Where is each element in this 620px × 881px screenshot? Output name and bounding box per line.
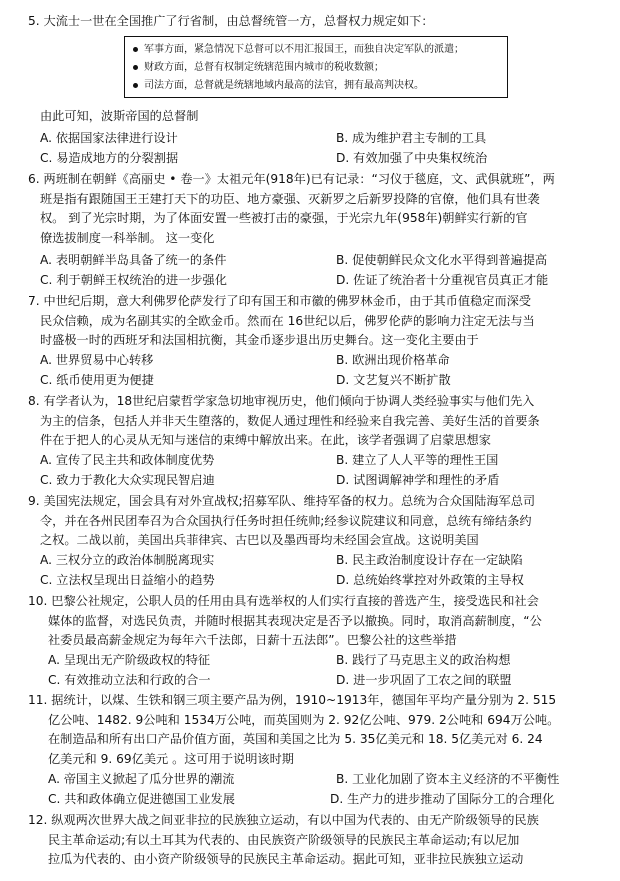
q5-option-a[interactable]: A. 依据国家法律进行设计 [40, 131, 178, 145]
q9-option-b[interactable]: B. 民主政治制度设计存在一定缺陷 [336, 553, 523, 567]
question-8-stem: 8. 有学者认为，18世纪启蒙哲学家急切地审视历史，他们倾向于协调人类经验事实与他们先入 为主的信条，包括人并非天生堕落的，数促人通过理性和经验来自我完善、美好生活的首要条 件在于把人的心灵从无知与迷信的束缚中解放出来。在此，该学者强调了启蒙思想家 [28, 394, 540, 447]
q10-option-c[interactable]: C. 有效推动立法和行政的合一 [48, 673, 211, 687]
q6-option-c[interactable]: C. 利于朝鲜王权统治的进一步强化 [40, 273, 227, 287]
question-9-stem: 9. 美国宪法规定，国会具有对外宣战权;招募军队、维持军备的权力。总统为合众国陆海军总司 令，并在各州民团奉召为合众国执行任务时担任统帅;经参议院建议和同意，总统有缔结条约 之权。二战以前，美国出兵菲律宾、古巴以及墨西哥均未经国会宣战。这说明美国 [28, 494, 536, 547]
q8-option-a[interactable]: A. 宣传了民主共和政体制度优势 [40, 453, 215, 467]
q9-option-c[interactable]: C. 立法权呈现出日益缩小的趋势 [40, 573, 215, 587]
q11-option-c[interactable]: C. 共和政体确立促进德国工业发展 [48, 792, 235, 806]
q7-option-b[interactable]: B. 欧洲出现价格革命 [336, 353, 450, 367]
q10-option-a[interactable]: A. 呈现出无产阶级政权的特征 [48, 653, 211, 667]
quote-item: 军事方面，紧急情况下总督可以不用汇报国王，而独自决定军队的派遣； [133, 41, 499, 59]
q7-option-a[interactable]: A. 世界贸易中心转移 [40, 353, 154, 367]
question-10-stem: 10. 巴黎公社规定，公职人员的任用由具有选举权的人们实行直接的普选产生，接受选民和社会 媒体的监督，对选民负责，并随时根据其表现决定是否予以撤换。同时，取消高薪制度，“公 社委员最高薪金规定为每年六千法郎，日薪十五法郎”。巴黎公社的这些举措 [28, 594, 542, 647]
q8-option-b[interactable]: B. 建立了人人平等的理性王国 [336, 453, 499, 467]
q8-option-d[interactable]: D. 试图调解神学和理性的矛盾 [336, 473, 500, 487]
question-11-stem: 11. 据统计，以煤、生铁和钢三项主要产品为例，1910~1913年，德国年平均产量分别为 2. 515 亿公吨、1482. 9公吨和 1534万公吨，而英国则为 2. 92亿公吨、979. 2公吨和 694万公吨。 在制造品和所有出口产品价值方面，英国和美国之比为 5. 35亿美元和 18. 5亿美元对 6. 24 亿美元和 9. 69亿美元 。这可用于说明该时期 [28, 693, 560, 766]
q5-option-c[interactable]: C. 易造成地方的分裂割据 [40, 151, 179, 165]
q6-option-b[interactable]: B. 促使朝鲜民众文化水平得到普遍提高 [336, 253, 548, 267]
question-5-quote-box [124, 36, 508, 98]
q9-option-d[interactable]: D. 总统始终掌控对外政策的主导权 [336, 573, 524, 587]
q8-option-c[interactable]: C. 致力于教化大众实现民智启迪 [40, 473, 215, 487]
q11-option-d[interactable]: D. 生产力的进步推动了国际分工的合理化 [330, 792, 555, 806]
bullet-icon [133, 47, 138, 52]
q10-option-d[interactable]: D. 进一步巩固了工农之间的联盟 [336, 673, 512, 687]
q7-option-d[interactable]: D. 文艺复兴不断扩散 [336, 373, 451, 387]
question-12-stem: 12. 纵观两次世界大战之间亚非拉的民族独立运动，有以中国为代表的、由无产阶级领导的民族 民主革命运动;有以土耳其为代表的、由民族资产阶级领导的民族民主革命运动;有以尼加 拉瓜为代表的、由小资产阶级领导的民族民主革命运动。据此可知，亚非拉民族独立运动 [28, 813, 539, 866]
question-5-stem: 5. 大流士一世在全国推广了行省制，由总督统管一方，总督权力规定如下： [28, 14, 434, 28]
question-5-conclusion: 由此可知，波斯帝国的总督制 [40, 109, 199, 123]
q10-option-b[interactable]: B. 践行了马克思主义的政治构想 [336, 653, 511, 667]
question-6-stem: 6. 两班制在朝鲜《高丽史 • 卷一》太祖元年(918年)已有记录：“习仪于毯庭，文、武俱就班”，两 班是指有跟随国王王建打天下的功臣、地方豪强、灭新罗之后新罗投降的官僚，他们具有世袭 权。 到了光宗时期，为了体面安置一些被打击的豪强，于光宗九年(958年)朝鲜实行新的官 僚选拔制度一科举制。 这一变化 [28, 172, 555, 245]
bullet-icon [133, 65, 138, 70]
q11-option-b[interactable]: B. 工业化加剧了资本主义经济的不平衡性 [336, 772, 560, 786]
q6-option-d[interactable]: D. 佐证了统治者十分重视官员真正才能 [336, 273, 549, 287]
question-7-stem: 7. 中世纪后期，意大利佛罗伦萨发行了印有国王和市徽的佛罗林金币，由于其币值稳定而深受 民众信赖，成为名副其实的全欧金币。然而在 16世纪以后，佛罗伦萨的影响力注定无法与当 时盛极一时的西班牙和法国相抗衡，其金币逐步退出历史舞台。这一变化主要由于 [28, 294, 535, 347]
q5-option-b[interactable]: B. 成为维护君主专制的工具 [336, 131, 487, 145]
quote-item: 司法方面，总督就是统辖地域内最高的法官，拥有最高判决权。 [133, 77, 499, 95]
bullet-icon [133, 83, 138, 88]
q5-option-d[interactable]: D. 有效加强了中央集权统治 [336, 151, 488, 165]
q7-option-c[interactable]: C. 纸币使用更为便捷 [40, 373, 154, 387]
q9-option-a[interactable]: A. 三权分立的政治体制脱离现实 [40, 553, 215, 567]
quote-item: 财政方面，总督有权制定统辖范围内城市的税收数额； [133, 59, 499, 77]
q11-option-a[interactable]: A. 帝国主义掀起了瓜分世界的潮流 [48, 772, 235, 786]
q6-option-a[interactable]: A. 表明朝鲜半岛具备了统一的条件 [40, 253, 227, 267]
